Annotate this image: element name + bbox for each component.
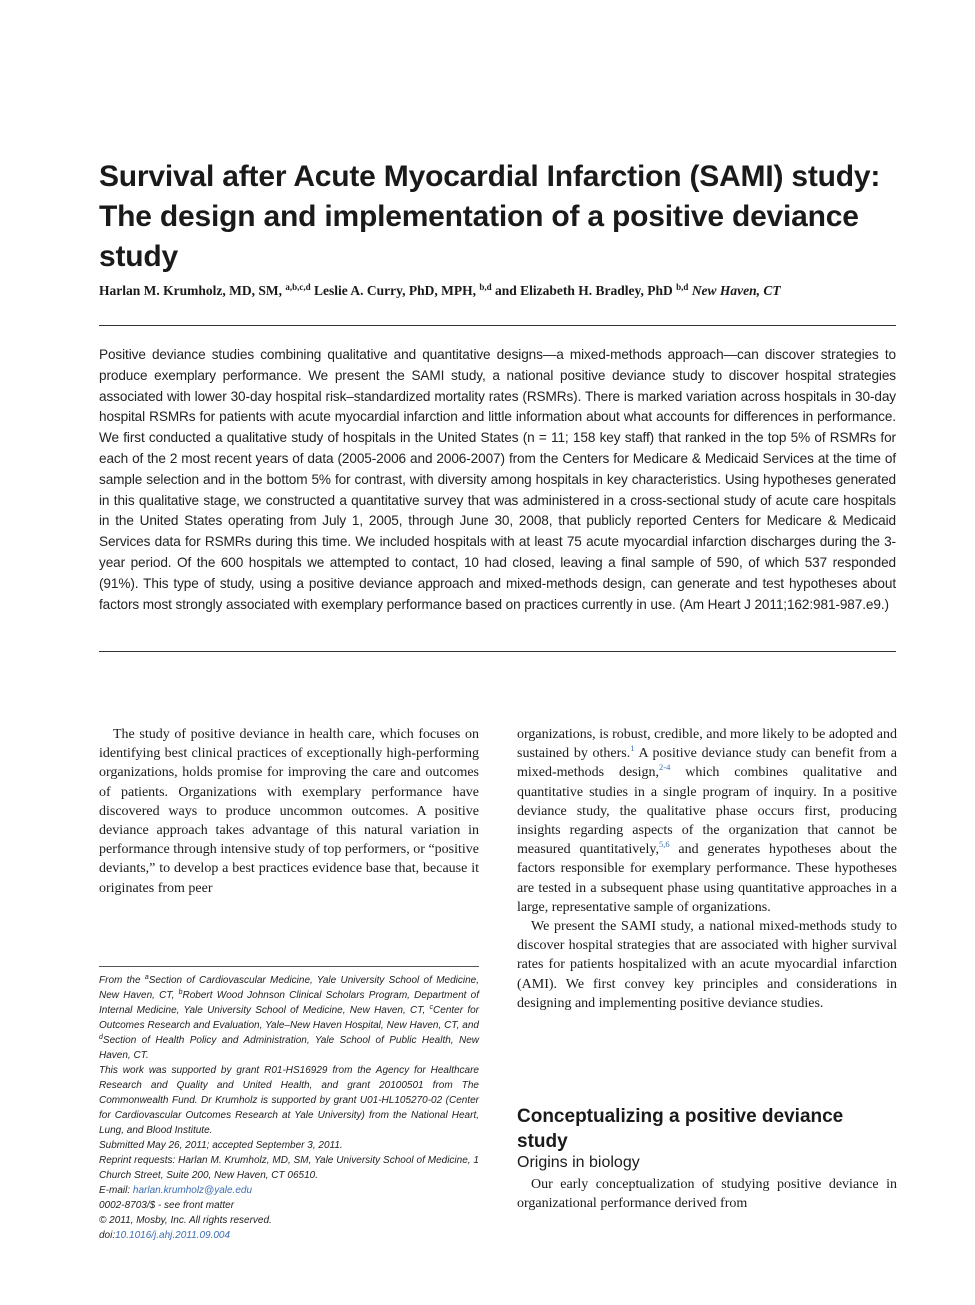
footnote-affiliations: From the $^a$Section of Cardiovascular Medicine, Yale University School of Medicine, New Haven, CT, $^b$Robert Wood Johnson Clinical Scholars Program, Department of Internal Medicine, Yale University School of Medicine, New Haven, CT, $^c$Center for Outcomes Research and Evaluation, Yale–New Haven Hospital, New Haven, CT, and $^d$Section of Health Policy and Administration, Yale School of Public Health, New Haven, CT.	[99, 974, 479, 1061]
article-title: Survival after Acute Myocardial Infarction (SAMI) study: The design and implementation of a positive deviance study	[99, 160, 881, 273]
footnote-email: E-mail: harlan.krumholz@yale.edu	[99, 1185, 253, 1196]
author-curry-affiliations: b,d	[479, 282, 492, 292]
abstract-top-rule	[99, 325, 896, 326]
subsection-heading: Origins in biology	[517, 1154, 640, 1171]
ref-link-5-6[interactable]: 5,6	[659, 839, 670, 850]
author-line	[99, 282, 899, 299]
author-curry: Leslie A. Curry, PhD, MPH,	[314, 283, 476, 298]
sami-paragraph: We present the SAMI study, a national mixed-methods study to discover hospital strategies that are associated with higher survival rates for patients hospitalized with an acute myocardial infarction (AMI). We first convey key principles and considerations in designing and implementing positive deviance studies.	[517, 919, 897, 1011]
email-link[interactable]: harlan.krumholz@yale.edu	[132, 1185, 253, 1196]
left-column	[99, 725, 479, 898]
ref-link-2-4[interactable]: 2-4	[659, 762, 671, 773]
footnote-issn: 0002-8703/$ - see front matter	[99, 1200, 235, 1211]
author-bradley-affiliations: b,d	[676, 282, 689, 292]
author-location: New Haven, CT	[691, 283, 781, 298]
footnote-doi: doi:10.1016/j.ahj.2011.09.004	[99, 1230, 231, 1241]
intro-paragraph: The study of positive deviance in health care, which focuses on identifying best clinical practices of exceptionally high-performing organizations, holds promise for improving the care and outcomes of patients. Organizations with exemplary performance have discovered ways to produce uncommon outcomes. A positive deviance approach takes advantage of this natural variation in performance through intensive study of top performers, or “positive deviants,” to develop a best practices evidence base that, because it originates from peer	[99, 727, 479, 896]
right-column	[517, 725, 897, 1013]
footnote-rule	[99, 966, 479, 967]
abstract-bottom-rule	[99, 651, 896, 652]
footnote-reprint: Reprint requests: Harlan M. Krumholz, MD, SM, Yale University School of Medicine, 1 Church Street, Suite 200, New Haven, CT 06510.	[99, 1155, 479, 1181]
right-column-continued	[517, 1175, 897, 1213]
doi-link[interactable]: 10.1016/j.ahj.2011.09.004	[115, 1230, 231, 1241]
author-krumholz-affiliations: a,b,c,d	[285, 282, 311, 292]
footnote-submitted: Submitted May 26, 2011; accepted September 3, 2011.	[99, 1140, 343, 1151]
abstract: Positive deviance studies combining qualitative and quantitative designs—a mixed-methods approach—can discover strategies to produce exemplary performance. We present the SAMI study, a national positive deviance study to discover hospital strategies associated with lower 30-day hospital risk–standardized mortality rates (RSMRs). There is marked variation across hospitals in 30-day hospital RSMRs for patients with acute myocardial infarction and little information about what accounts for differences in performance. We first conducted a qualitative study of hospitals in the United States (n = 11; 158 key staff) that ranked in the top 5% of RSMRs for each of the 2 most recent years of data (2005-2006 and 2006-2007) from the Centers for Medicare & Medicaid Services at the time of sample selection and in the bottom 5% for contrast, with diversity among hospitals in key characteristics. Using hypotheses generated in this qualitative stage, we constructed a quantitative survey that was administered in a cross-sectional study of acute care hospitals in the United States operating from July 1, 2005, through June 30, 2008, that publicly reported Centers for Medicare & Medicaid Services data for RSMRs during this time. We included hospitals with at least 75 acute myocardial infarction discharges during the 3-year period. Of the 600 hospitals we attempted to contact, 10 had closed, leaving a final sample of 590, of which 537 responded (91%). This type of study, using a positive deviance approach and mixed-methods design, can generate and test hypotheses about factors most strongly associated with exemplary performance based on practices currently in use. (Am Heart J 2011;162:981-987.e9.)	[99, 347, 896, 612]
author-bradley: and Elizabeth H. Bradley, PhD	[495, 283, 673, 298]
origins-paragraph: Our early conceptualization of studying positive deviance in organizational performance derived from	[517, 1177, 897, 1212]
footnote-funding: This work was supported by grant R01-HS16929 from the Agency for Healthcare Research and Quality and United Health, and grant 20100501 from The Commonwealth Fund. Dr Krumholz is supported by grant U01-HL105270-02 (Center for Cardiovascular Outcomes Research at Yale University) from the National Heart, Lung, and Blood Institute.	[99, 1065, 479, 1136]
author-krumholz: Harlan M. Krumholz, MD, SM,	[99, 283, 282, 298]
continued-paragraph: organizations, is robust, credible, and more likely to be adopted and sustained by others.$^1$ A positive deviance study can benefit from a mixed-methods design,$^{2-4}$ which combines qualitative and quantitative studies in a single program of inquiry. In a positive deviance study, the qualitative phase occurs first, producing insights regarding aspects of the organization that cannot be measured quantitatively,$^{5,6}$ and generates hypotheses about the factors responsible for exemplary performance. These hypotheses are tested in a subsequent phase using quantitative approaches in a large, representative sample of organizations.	[517, 727, 897, 915]
ref-link-1[interactable]: 1	[630, 743, 635, 754]
footnote-copyright: © 2011, Mosby, Inc. All rights reserved.	[99, 1215, 272, 1226]
footnotes	[99, 973, 479, 1243]
section-heading: Conceptualizing a positive deviance study	[517, 1106, 844, 1152]
